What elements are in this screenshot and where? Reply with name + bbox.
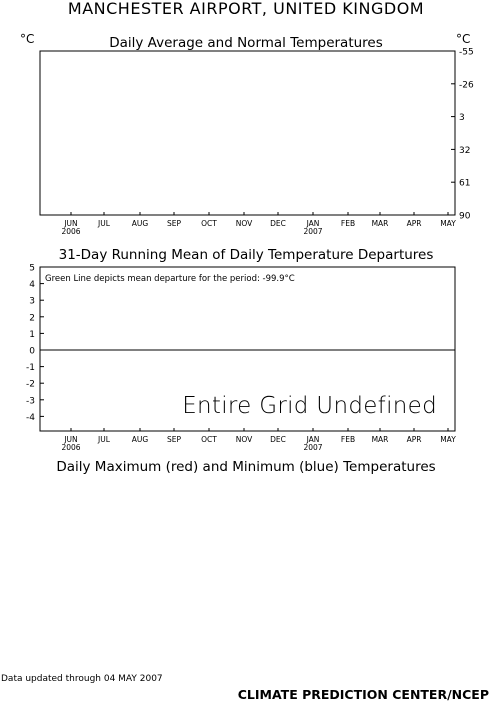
- panel2-y-tick-label: -3: [26, 396, 35, 407]
- panel1-plot-frame: [40, 51, 455, 215]
- panel2-y-tick-label: 2: [29, 313, 35, 324]
- panel1-y-tick-label: -26: [459, 80, 474, 91]
- panel2-title: 31-Day Running Mean of Daily Temperature Departures: [58, 247, 434, 263]
- panel1-x-tick-label: AUG: [131, 219, 149, 228]
- panel1-y-tick-label: 32: [459, 145, 471, 156]
- panel2-x-tick-label: SEP: [166, 435, 182, 444]
- panel1-x-year-label: 2006: [61, 227, 81, 236]
- panel2-x-tick-label: JAN: [306, 435, 320, 444]
- panel1-y-tick-label: 61: [459, 178, 471, 189]
- panel2-y-tick-label: 1: [29, 329, 35, 340]
- panel2-x-year-label: 2006: [61, 443, 81, 452]
- panel2-x-tick-label: MAY: [440, 435, 456, 444]
- panel1-x-tick-label: APR: [406, 219, 422, 228]
- panel2-x-axis: [61, 428, 456, 452]
- panel2-x-tick-label: DEC: [270, 435, 286, 444]
- panel2-x-tick-label: FEB: [340, 435, 356, 444]
- panel2-y-tick-label: 4: [29, 280, 35, 291]
- panel1-x-tick-label: MAR: [371, 219, 389, 228]
- panel1-x-tick-label: NOV: [235, 219, 253, 228]
- panel1-x-tick-label: FEB: [340, 219, 356, 228]
- panel2-x-tick-label: MAR: [371, 435, 389, 444]
- panel2-y-tick-label: -4: [26, 412, 35, 423]
- panel2-y-tick-label: -2: [26, 379, 35, 390]
- panel2-overlay-text: Entire Grid Undefined: [182, 393, 437, 419]
- panel2-y-tick-label: -1: [26, 363, 35, 374]
- panel2-x-tick-label: NOV: [235, 435, 253, 444]
- page-title: MANCHESTER AIRPORT, UNITED KINGDOM: [67, 0, 425, 18]
- panel1-x-tick-label: JUL: [98, 219, 110, 228]
- panel2-x-tick-label: AUG: [131, 435, 149, 444]
- panel2-x-tick-label: OCT: [201, 435, 217, 444]
- panel2-x-tick-label: JUL: [98, 435, 110, 444]
- panel2-x-year-label: 2007: [303, 443, 323, 452]
- panel2-y-tick-label: 0: [29, 346, 35, 357]
- panel1-x-tick-label: DEC: [270, 219, 286, 228]
- panel1-x-year-label: 2007: [303, 227, 323, 236]
- panel3-title: Daily Maximum (red) and Minimum (blue) Temperatures: [56, 459, 436, 475]
- panel1-x-tick-label: OCT: [201, 219, 217, 228]
- panel1-x-tick-label: SEP: [166, 219, 182, 228]
- panel2-annotation: Green Line depicts mean departure for the period: -99.9°C: [45, 274, 295, 284]
- panel1-y-tick-label: 90: [459, 211, 471, 222]
- credit-label: CLIMATE PREDICTION CENTER/NCEP: [237, 687, 489, 702]
- panel1-y-tick-label: -55: [459, 47, 474, 58]
- panel2-y-tick-label: 5: [29, 263, 35, 274]
- panel1-left-unit: °C: [20, 32, 35, 46]
- panel1-x-axis: [61, 212, 456, 236]
- panel2-y-tick-label: 3: [29, 296, 35, 307]
- data-updated-note: Data updated through 04 MAY 2007: [1, 674, 163, 684]
- panel2-x-tick-label: JUN: [64, 435, 78, 444]
- panel1-x-tick-label: MAY: [440, 219, 456, 228]
- panel1-x-tick-label: JUN: [64, 219, 78, 228]
- panel2-x-tick-label: APR: [406, 435, 422, 444]
- panel1-title: Daily Average and Normal Temperatures: [109, 35, 383, 51]
- panel1-right-unit: °C: [456, 32, 471, 46]
- panel1-x-tick-label: JAN: [306, 219, 320, 228]
- panel1-y-tick-label: 3: [459, 113, 465, 124]
- panel1-right-axis: [451, 48, 474, 222]
- panel2-y-axis: [26, 264, 44, 423]
